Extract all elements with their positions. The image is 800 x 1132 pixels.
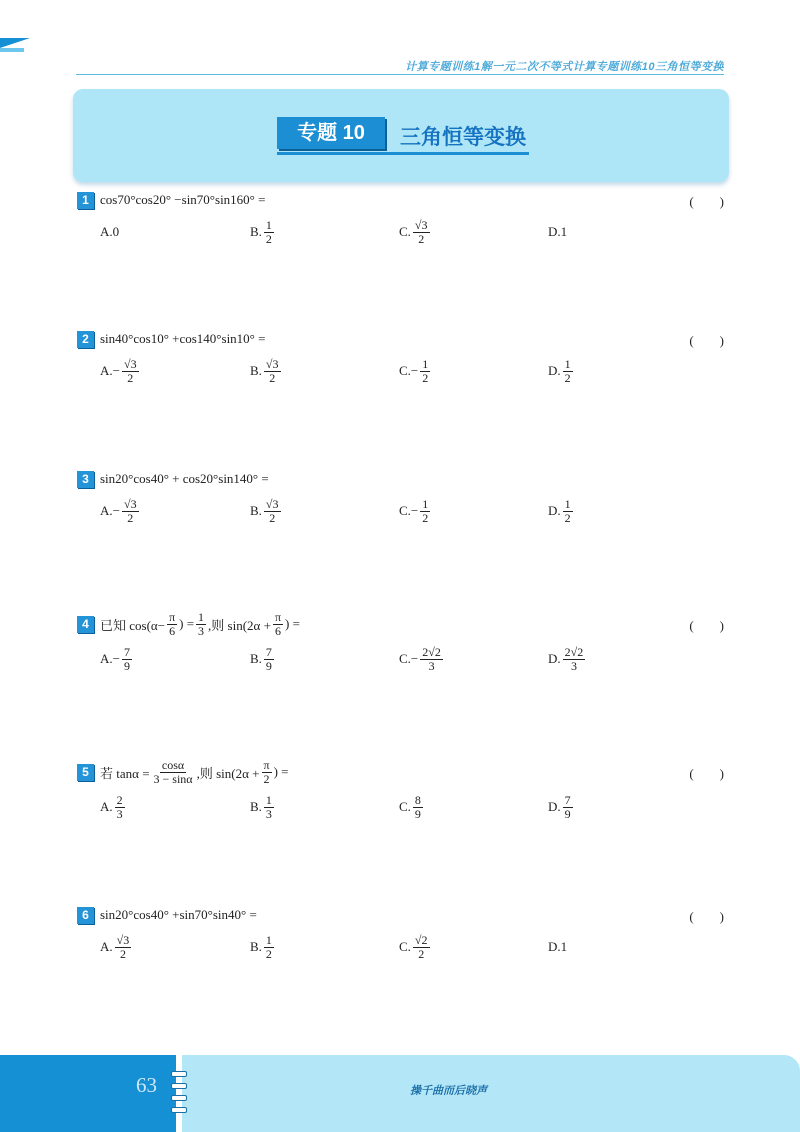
numerator: π bbox=[263, 757, 270, 772]
answer-parentheses: ( ) bbox=[689, 618, 724, 633]
fraction bbox=[264, 934, 274, 961]
option-b[interactable] bbox=[250, 790, 276, 824]
denominator: 6 bbox=[274, 623, 281, 638]
option-letter: C. bbox=[399, 799, 411, 814]
denominator: 2 bbox=[127, 510, 134, 525]
topic-underline bbox=[277, 152, 529, 155]
binder-ring-icon bbox=[171, 1107, 187, 1113]
option-letter: D. bbox=[548, 651, 561, 666]
minus-sign: − bbox=[112, 503, 120, 518]
question-number: 1 bbox=[77, 192, 94, 209]
binder-ring-icon bbox=[171, 1083, 187, 1089]
option-letter: A. bbox=[100, 651, 113, 666]
option-letter: C. bbox=[399, 939, 411, 954]
denominator: 2 bbox=[564, 510, 571, 525]
footer-slogan: 操千曲而后晓声 bbox=[410, 1085, 487, 1097]
option-letter: B. bbox=[250, 799, 262, 814]
fraction bbox=[122, 646, 132, 673]
option-letter: D. bbox=[548, 363, 561, 378]
option-letter: A. bbox=[100, 799, 113, 814]
option-letter: C. bbox=[399, 503, 411, 518]
stem-text: 已知 cos(α− bbox=[100, 617, 166, 633]
minus-sign: − bbox=[112, 651, 120, 666]
question-stem bbox=[77, 904, 727, 926]
numerator: 1 bbox=[564, 356, 571, 371]
fraction bbox=[420, 646, 443, 673]
minus-sign: − bbox=[410, 363, 419, 378]
option-d[interactable] bbox=[548, 354, 575, 388]
option-a[interactable] bbox=[100, 494, 141, 528]
option-c[interactable] bbox=[399, 790, 425, 824]
fraction bbox=[413, 794, 423, 821]
corner-accent-stripe bbox=[0, 48, 24, 52]
stem-text: ) = bbox=[273, 764, 289, 779]
fraction bbox=[122, 498, 139, 525]
stem-text: ) = bbox=[285, 616, 300, 631]
question-stem bbox=[77, 758, 727, 786]
numerator: 1 bbox=[265, 792, 272, 807]
numerator: √3 bbox=[123, 356, 137, 371]
answer-parentheses: ( ) bbox=[689, 194, 724, 209]
option-value: 1 bbox=[560, 224, 568, 239]
option-c[interactable] bbox=[399, 642, 445, 676]
numerator: √2 bbox=[414, 932, 428, 947]
option-d[interactable] bbox=[548, 930, 567, 964]
binder-ring-icon bbox=[171, 1095, 187, 1101]
running-head: 计算专题训练1解一元二次不等式计算专题训练10三角恒等变换 bbox=[405, 61, 724, 73]
corner-accent bbox=[0, 38, 30, 48]
option-letter: B. bbox=[250, 939, 262, 954]
question-5 bbox=[77, 758, 727, 824]
fraction bbox=[122, 358, 139, 385]
numerator: 1 bbox=[265, 217, 272, 232]
header-rule bbox=[76, 74, 724, 75]
numerator: √3 bbox=[123, 496, 137, 511]
question-number: 3 bbox=[77, 471, 94, 488]
numerator: 7 bbox=[564, 792, 571, 807]
fraction bbox=[264, 498, 281, 525]
denominator: 2 bbox=[127, 370, 134, 385]
answer-parentheses: ( ) bbox=[689, 766, 724, 781]
fraction bbox=[264, 358, 281, 385]
answer-parentheses: ( ) bbox=[689, 333, 724, 348]
option-letter: D. bbox=[548, 799, 561, 814]
numerator: 7 bbox=[265, 644, 272, 659]
question-stem bbox=[77, 328, 727, 350]
option-letter: D. bbox=[548, 939, 561, 954]
options bbox=[77, 354, 727, 388]
denominator: 9 bbox=[123, 658, 130, 673]
question-stem bbox=[77, 610, 727, 638]
fraction bbox=[563, 498, 573, 525]
denominator: 3 bbox=[570, 658, 577, 673]
option-a[interactable] bbox=[100, 930, 133, 964]
numerator: 1 bbox=[422, 496, 429, 511]
option-letter: D. bbox=[548, 224, 561, 239]
numerator: 2√2 bbox=[564, 644, 584, 659]
numerator: 1 bbox=[564, 496, 571, 511]
fraction bbox=[115, 934, 132, 961]
option-a[interactable] bbox=[100, 215, 119, 249]
question-number: 4 bbox=[77, 616, 94, 633]
stem-text: cos70°cos20° −sin70°sin160° = bbox=[100, 192, 266, 207]
stem-text: sin20°cos40° + cos20°sin140° = bbox=[100, 471, 269, 486]
question-number: 5 bbox=[77, 764, 94, 781]
stem-text: ) = bbox=[179, 616, 195, 631]
option-c[interactable] bbox=[399, 354, 432, 388]
numerator: 1 bbox=[422, 356, 429, 371]
numerator: √3 bbox=[116, 932, 130, 947]
option-c[interactable] bbox=[399, 215, 432, 249]
fraction bbox=[264, 646, 274, 673]
denominator: 2 bbox=[269, 370, 276, 385]
option-value: 1 bbox=[560, 939, 568, 954]
denominator: 2 bbox=[418, 946, 425, 961]
fraction bbox=[196, 611, 206, 638]
fraction bbox=[563, 358, 573, 385]
option-letter: B. bbox=[250, 651, 262, 666]
minus-sign: − bbox=[410, 651, 419, 666]
denominator: 2 bbox=[418, 231, 425, 246]
fraction bbox=[563, 794, 573, 821]
option-letter: D. bbox=[548, 503, 561, 518]
question-6 bbox=[77, 904, 727, 964]
option-b[interactable] bbox=[250, 354, 283, 388]
fraction bbox=[413, 219, 430, 246]
fraction bbox=[273, 611, 283, 638]
page-number: 63 bbox=[136, 1073, 157, 1097]
denominator: 3 bbox=[116, 806, 123, 821]
options bbox=[77, 494, 727, 528]
option-letter: C. bbox=[399, 363, 411, 378]
numerator: 8 bbox=[414, 792, 421, 807]
minus-sign: − bbox=[112, 363, 120, 378]
option-letter: A. bbox=[100, 939, 113, 954]
fraction bbox=[262, 759, 272, 786]
fraction bbox=[264, 219, 274, 246]
numerator: 1 bbox=[265, 932, 272, 947]
option-letter: A. bbox=[100, 363, 113, 378]
fraction bbox=[413, 934, 430, 961]
option-letter: C. bbox=[399, 651, 411, 666]
option-d[interactable] bbox=[548, 494, 575, 528]
denominator: 2 bbox=[265, 231, 272, 246]
denominator: 9 bbox=[265, 658, 272, 673]
fraction bbox=[264, 794, 274, 821]
question-number: 6 bbox=[77, 907, 94, 924]
stem-text: ,则 sin(2α + bbox=[208, 617, 271, 633]
question-1 bbox=[77, 189, 727, 249]
question-stem bbox=[77, 189, 727, 211]
numerator: √3 bbox=[265, 356, 279, 371]
option-letter: A. bbox=[100, 503, 113, 518]
option-letter: A. bbox=[100, 224, 113, 239]
options bbox=[77, 642, 727, 676]
numerator: 2√2 bbox=[422, 644, 441, 659]
option-a[interactable] bbox=[100, 790, 127, 824]
stem-text: 若 tanα = bbox=[100, 765, 150, 781]
option-b[interactable] bbox=[250, 215, 276, 249]
option-b[interactable] bbox=[250, 642, 276, 676]
question-3 bbox=[77, 468, 727, 528]
numerator: π bbox=[274, 609, 282, 624]
denominator: 3 bbox=[198, 623, 205, 638]
option-letter: B. bbox=[250, 363, 262, 378]
option-b[interactable] bbox=[250, 494, 283, 528]
option-a[interactable] bbox=[100, 354, 141, 388]
denominator: 2 bbox=[422, 370, 429, 385]
question-number: 2 bbox=[77, 331, 94, 348]
denominator: 2 bbox=[265, 946, 272, 961]
fraction bbox=[152, 759, 195, 786]
option-a[interactable] bbox=[100, 642, 134, 676]
option-letter: B. bbox=[250, 224, 262, 239]
numerator: 1 bbox=[198, 609, 205, 624]
topic-title: 三角恒等变换 bbox=[400, 126, 526, 149]
option-value: 0 bbox=[112, 224, 120, 239]
numerator: √3 bbox=[265, 496, 279, 511]
binder-ring-icon bbox=[171, 1071, 187, 1077]
option-c[interactable] bbox=[399, 494, 432, 528]
numerator: cosα bbox=[161, 757, 185, 772]
answer-parentheses: ( ) bbox=[689, 909, 724, 924]
denominator: 9 bbox=[414, 806, 421, 821]
fraction bbox=[115, 794, 125, 821]
numerator: 2 bbox=[116, 792, 123, 807]
option-d[interactable] bbox=[548, 790, 575, 824]
stem-text: ,则 sin(2α + bbox=[196, 765, 260, 781]
fraction bbox=[167, 611, 177, 638]
fraction bbox=[563, 646, 586, 673]
numerator: π bbox=[169, 609, 176, 624]
denominator: 3 bbox=[265, 806, 272, 821]
option-d[interactable] bbox=[548, 642, 587, 676]
stem-text: sin40°cos10° +cos140°sin10° = bbox=[100, 331, 266, 346]
options bbox=[77, 930, 727, 964]
denominator: 3 − sinα bbox=[153, 771, 193, 786]
denominator: 2 bbox=[263, 771, 270, 786]
fraction bbox=[420, 358, 430, 385]
numerator: 7 bbox=[123, 644, 130, 659]
option-letter: B. bbox=[250, 503, 262, 518]
footer-right-band bbox=[182, 1055, 800, 1132]
topic-label: 专题 10 bbox=[277, 117, 385, 149]
option-b[interactable] bbox=[250, 930, 276, 964]
denominator: 2 bbox=[119, 946, 126, 961]
fraction bbox=[420, 498, 430, 525]
denominator: 2 bbox=[269, 510, 276, 525]
question-4 bbox=[77, 610, 727, 676]
numerator: √3 bbox=[414, 217, 428, 232]
option-c[interactable] bbox=[399, 930, 432, 964]
denominator: 2 bbox=[422, 510, 429, 525]
stem-text: sin20°cos40° +sin70°sin40° = bbox=[100, 907, 257, 922]
option-letter: C. bbox=[399, 224, 411, 239]
option-d[interactable] bbox=[548, 215, 567, 249]
denominator: 3 bbox=[428, 658, 435, 673]
options bbox=[77, 790, 727, 824]
minus-sign: − bbox=[410, 503, 419, 518]
denominator: 9 bbox=[564, 806, 571, 821]
denominator: 6 bbox=[169, 623, 176, 638]
options bbox=[77, 215, 727, 249]
question-stem bbox=[77, 468, 727, 490]
denominator: 2 bbox=[564, 370, 571, 385]
question-2 bbox=[77, 328, 727, 388]
